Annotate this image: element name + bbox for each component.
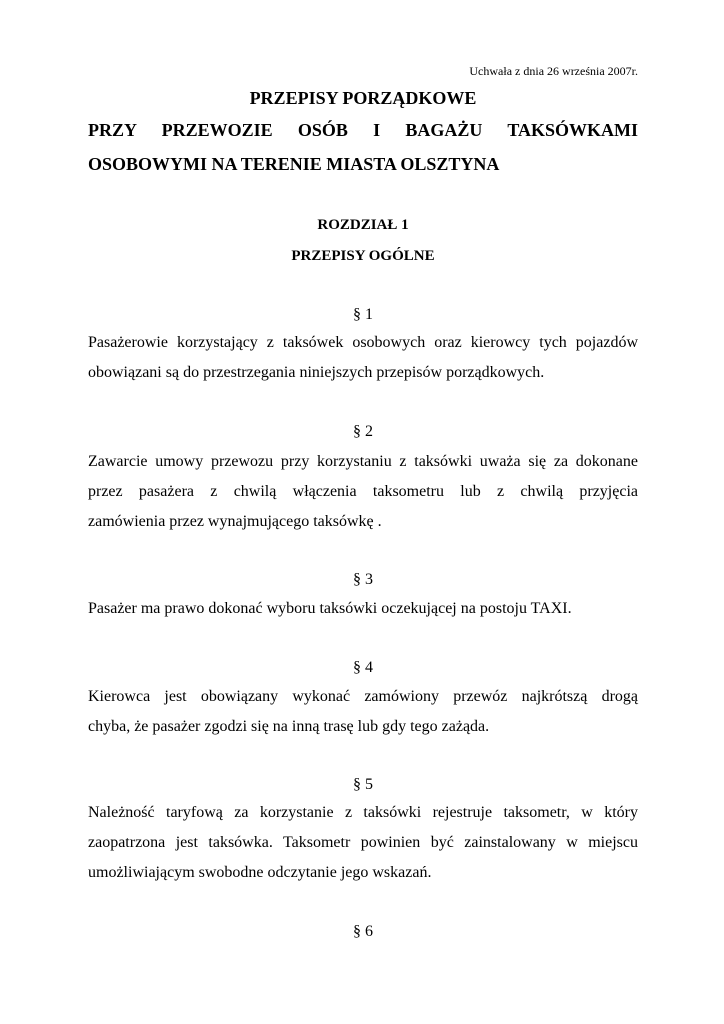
paragraph-line: chyba, że pasażer zgodzi się na inną trasę lub gdy tego zażąda. [88, 718, 490, 735]
paragraph-line: Pasażer ma prawo dokonać wyboru taksówki oczekującej na postoju TAXI. [88, 600, 572, 617]
paragraph-mark-2: § 2 [353, 423, 373, 440]
paragraph-line: Zawarcie umowy przewozu przy korzystaniu z taksówki uważa się za dokonane [88, 453, 638, 470]
paragraph-line: Pasażerowie korzystający z taksówek osobowych oraz kierowcy tych pojazdów [88, 334, 638, 351]
paragraph-line: Kierowca jest obowiązany wykonać zamówiony przewóz najkrótszą drogą [88, 688, 638, 705]
title-line-1: PRZEPISY PORZĄDKOWE [249, 88, 477, 108]
paragraph-text-5 [88, 798, 638, 888]
paragraph-mark-4: § 4 [353, 659, 373, 676]
title-line-2: PRZY PRZEWOZIE OSÓB I BAGAŻU TAKSÓWKAMI [88, 120, 638, 140]
title-line-3: OSOBOWYMI NA TERENIE MIASTA OLSZTYNA [88, 154, 500, 174]
paragraph-mark-3: § 3 [353, 571, 373, 588]
chapter-number: ROZDZIAŁ 1 [317, 217, 409, 233]
paragraph-line: obowiązani są do przestrzegania niniejszych przepisów porządkowych. [88, 364, 545, 381]
paragraph-line: Należność taryfową za korzystanie z taksówki rejestruje taksometr, w który [88, 804, 638, 821]
paragraph-text-2 [88, 447, 638, 537]
paragraph-line: zamówienia przez wynajmującego taksówkę . [88, 513, 382, 530]
paragraph-line: przez pasażera z chwilą włączenia taksometru lub z chwilą przyjęcia [88, 483, 638, 500]
paragraph-text-3 [88, 594, 638, 624]
paragraph-text-4 [88, 682, 638, 742]
paragraph-text-1 [88, 328, 638, 388]
paragraph-mark-6: § 6 [353, 923, 373, 940]
paragraph-line: zaopatrzona jest taksówka. Taksometr powinien być zainstalowany w miejscu [88, 834, 638, 851]
paragraph-mark-5: § 5 [353, 776, 373, 793]
chapter-name: PRZEPISY OGÓLNE [291, 248, 435, 264]
paragraph-line: umożliwiającym swobodne odczytanie jego wskazań. [88, 864, 432, 881]
paragraph-mark-1: § 1 [353, 306, 373, 323]
resolution-dateline: Uchwała z dnia 26 września 2007r. [469, 64, 638, 78]
